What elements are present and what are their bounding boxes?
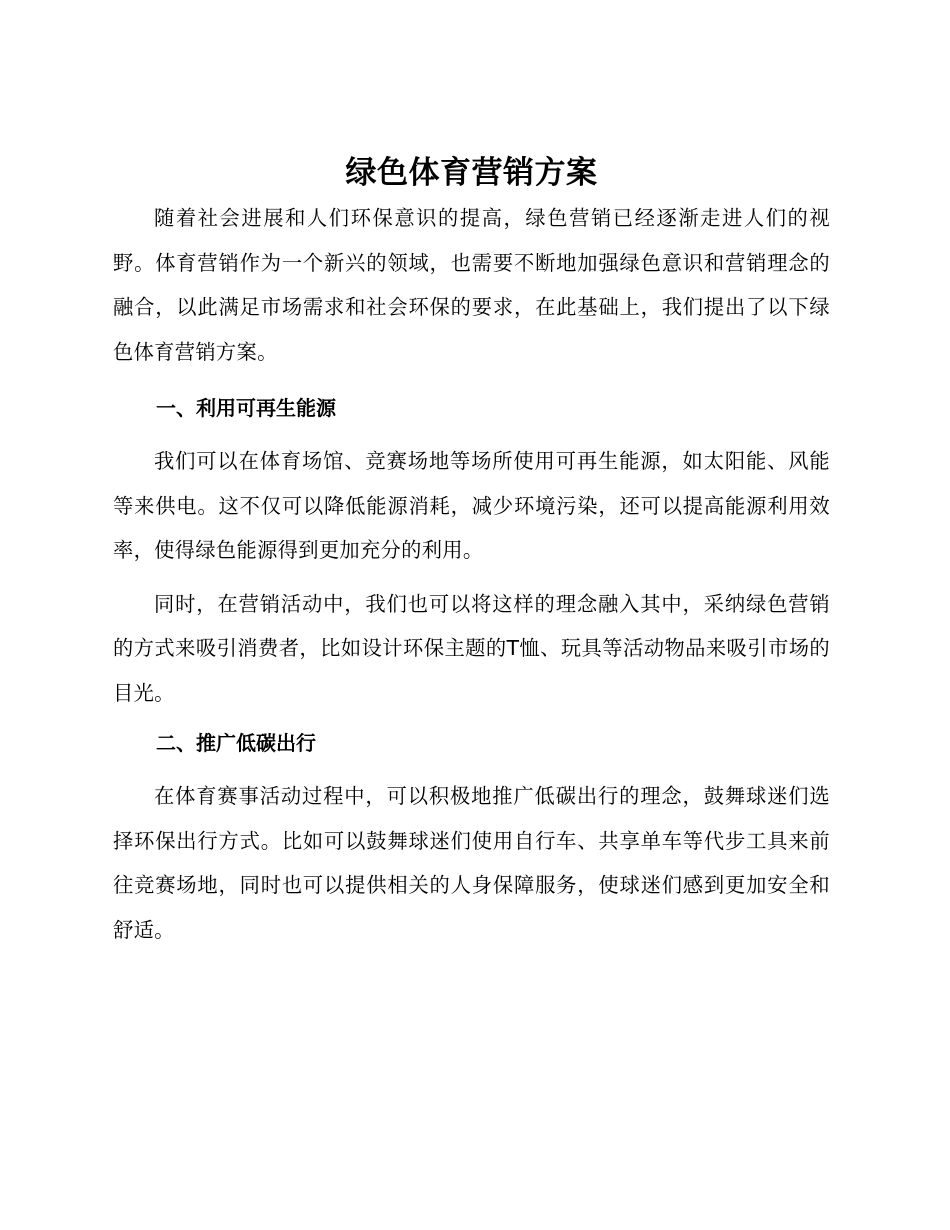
spacer [113,573,830,582]
section-heading-low-carbon-travel: 二、推广低碳出行 [156,731,316,755]
spacer [113,765,830,774]
spacer [113,430,830,439]
spacer [113,374,830,386]
document-title: 绿色体育营销方案 [345,155,598,191]
body-paragraph: 在体育赛事活动过程中，可以积极地推广低碳出行的理念，鼓舞球迷们选择环保出行方式。比如可以鼓舞球迷们使用自行车、共享单车等代步工具来前往竞赛场地，同时也可以提供相关的人身保障服务，使球迷们感到更加安全和舒适。 [113,784,830,942]
intro-paragraph: 随着社会进展和人们环保意识的提高，绿色营销已经逐渐走进人们的视野。体育营销作为一个新兴的领域，也需要不断地加强绿色意识和营销理念的融合，以此满足市场需求和社会环保的要求，在此基础上，我们提出了以下绿色体育营销方案。 [113,206,830,364]
section-heading-renewable-energy: 一、利用可再生能源 [156,396,336,420]
body-paragraph: 我们可以在体育场馆、竞赛场地等场所使用可再生能源，如太阳能、风能等来供电。这不仅可以降低能源消耗，减少环境污染，还可以提高能源利用效率，使得绿色能源得到更加充分的利用。 [113,449,830,562]
body-paragraph: 同时，在营销活动中，我们也可以将这样的理念融入其中，采纳绿色营销的方式来吸引消费者，比如设计环保主题的T恤、玩具等活动物品来吸引市场的目光。 [113,591,830,705]
document-page [113,150,830,952]
